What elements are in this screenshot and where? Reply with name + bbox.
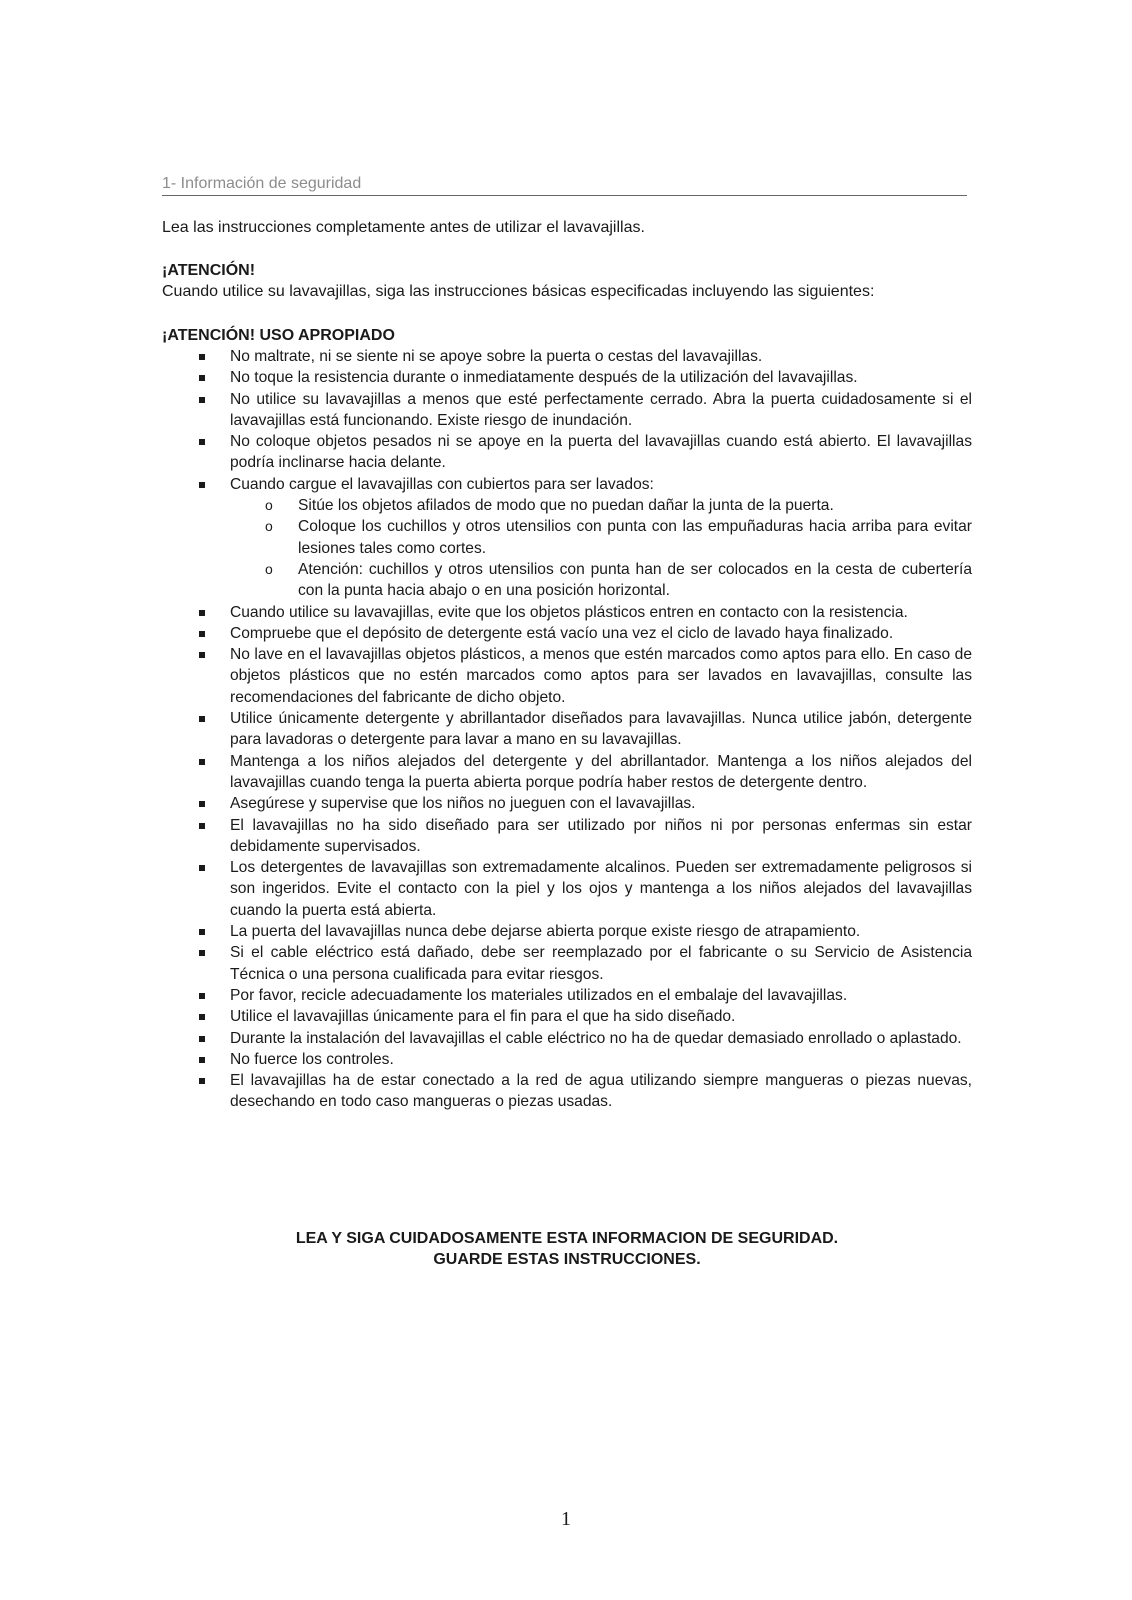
list-item-text: Cuando cargue el lavavajillas con cubiertos para ser lavados: <box>230 475 654 493</box>
list-item: Compruebe que el depósito de detergente está vacío una vez el ciclo de lavado haya finalizado. <box>162 623 972 644</box>
list-item: Durante la instalación del lavavajillas el cable eléctrico no ha de quedar demasiado enrollado o aplastado. <box>162 1028 972 1049</box>
closing-line-keep: GUARDE ESTAS INSTRUCCIONES. <box>433 1251 701 1268</box>
sub-list-item: o Atención: cuchillos y otros utensilios con punta han de ser colocados en la cesta de cubertería con la punta hacia abajo o en una posición horizontal. <box>230 559 972 602</box>
list-item: Si el cable eléctrico está dañado, debe ser reemplazado por el fabricante o su Servicio de Asistencia Técnica o una persona cualificada para evitar riesgos. <box>162 942 972 985</box>
intro-text: Lea las instrucciones completamente antes de utilizar el lavavajillas. <box>162 219 645 236</box>
list-item: El lavavajillas ha de estar conectado a la red de agua utilizando siempre mangueras o piezas nuevas, desechando en todo caso mangueras o piezas usadas. <box>162 1070 972 1113</box>
list-item: No maltrate, ni se siente ni se apoye sobre la puerta o cestas del lavavajillas. <box>162 346 972 367</box>
list-item: No toque la resistencia durante o inmediatamente después de la utilización del lavavajillas. <box>162 367 972 388</box>
list-item: Los detergentes de lavavajillas son extremadamente alcalinos. Pueden ser extremadamente peligrosos si son ingeridos. Evite el contacto con la piel y los ojos y mantenga a los niños alejados del lavavajillas cuando la puerta está abierta. <box>162 857 972 921</box>
list-item: No fuerce los controles. <box>162 1049 972 1070</box>
list-item: Por favor, recicle adecuadamente los materiales utilizados en el embalaje del lavavajillas. <box>162 985 972 1006</box>
section-title: 1- Información de seguridad <box>162 174 967 196</box>
closing-notice <box>162 1228 972 1270</box>
attention-text: Cuando utilice su lavavajillas, siga las instrucciones básicas especificadas incluyendo las siguientes: <box>162 283 875 300</box>
safety-rules-list <box>162 346 972 1113</box>
list-item: Mantenga a los niños alejados del detergente y del abrillantador. Mantenga a los niños alejados del lavavajillas cuando tenga la puerta abierta porque podría haber restos de detergente dentro. <box>162 751 972 794</box>
list-item: Utilice el lavavajillas únicamente para el fin para el que ha sido diseñado. <box>162 1006 972 1027</box>
cutlery-subrules-list <box>230 495 972 601</box>
sub-list-item: o Sitúe los objetos afilados de modo que no puedan dañar la junta de la puerta. <box>230 495 972 516</box>
usage-heading: ¡ATENCIÓN! USO APROPIADO <box>162 327 395 344</box>
sub-list-item: o Coloque los cuchillos y otros utensilios con punta con las empuñaduras hacia arriba para evitar lesiones tales como cortes. <box>230 516 972 559</box>
page-number: 1 <box>561 1508 571 1530</box>
list-item <box>162 474 972 602</box>
list-item: La puerta del lavavajillas nunca debe dejarse abierta porque existe riesgo de atrapamiento. <box>162 921 972 942</box>
list-item: El lavavajillas no ha sido diseñado para ser utilizado por niños ni por personas enfermas sin estar debidamente supervisados. <box>162 815 972 858</box>
list-item: No utilice su lavavajillas a menos que esté perfectamente cerrado. Abra la puerta cuidadosamente si el lavavajillas está funcionando. Existe riesgo de inundación. <box>162 389 972 432</box>
list-item: No coloque objetos pesados ni se apoye en la puerta del lavavajillas cuando está abierto. El lavavajillas podría inclinarse hacia delante. <box>162 431 972 474</box>
list-item: Cuando utilice su lavavajillas, evite que los objetos plásticos entren en contacto con la resistencia. <box>162 602 972 623</box>
closing-line-read: LEA Y SIGA CUIDADOSAMENTE ESTA INFORMACION DE SEGURIDAD. <box>295 1230 839 1247</box>
attention-heading: ¡ATENCIÓN! <box>162 262 256 279</box>
list-item: No lave en el lavavajillas objetos plásticos, a menos que estén marcados como aptos para ello. En caso de objetos plásticos que no estén marcados como aptos para ser lavados en lavavajillas, consulte las recomendaciones del fabricante de dicho objeto. <box>162 644 972 708</box>
list-item: Asegúrese y supervise que los niños no jueguen con el lavavajillas. <box>162 793 972 814</box>
list-item: Utilice únicamente detergente y abrillantador diseñados para lavavajillas. Nunca utilice jabón, detergente para lavadoras o detergente para lavar a mano en su lavavajillas. <box>162 708 972 751</box>
